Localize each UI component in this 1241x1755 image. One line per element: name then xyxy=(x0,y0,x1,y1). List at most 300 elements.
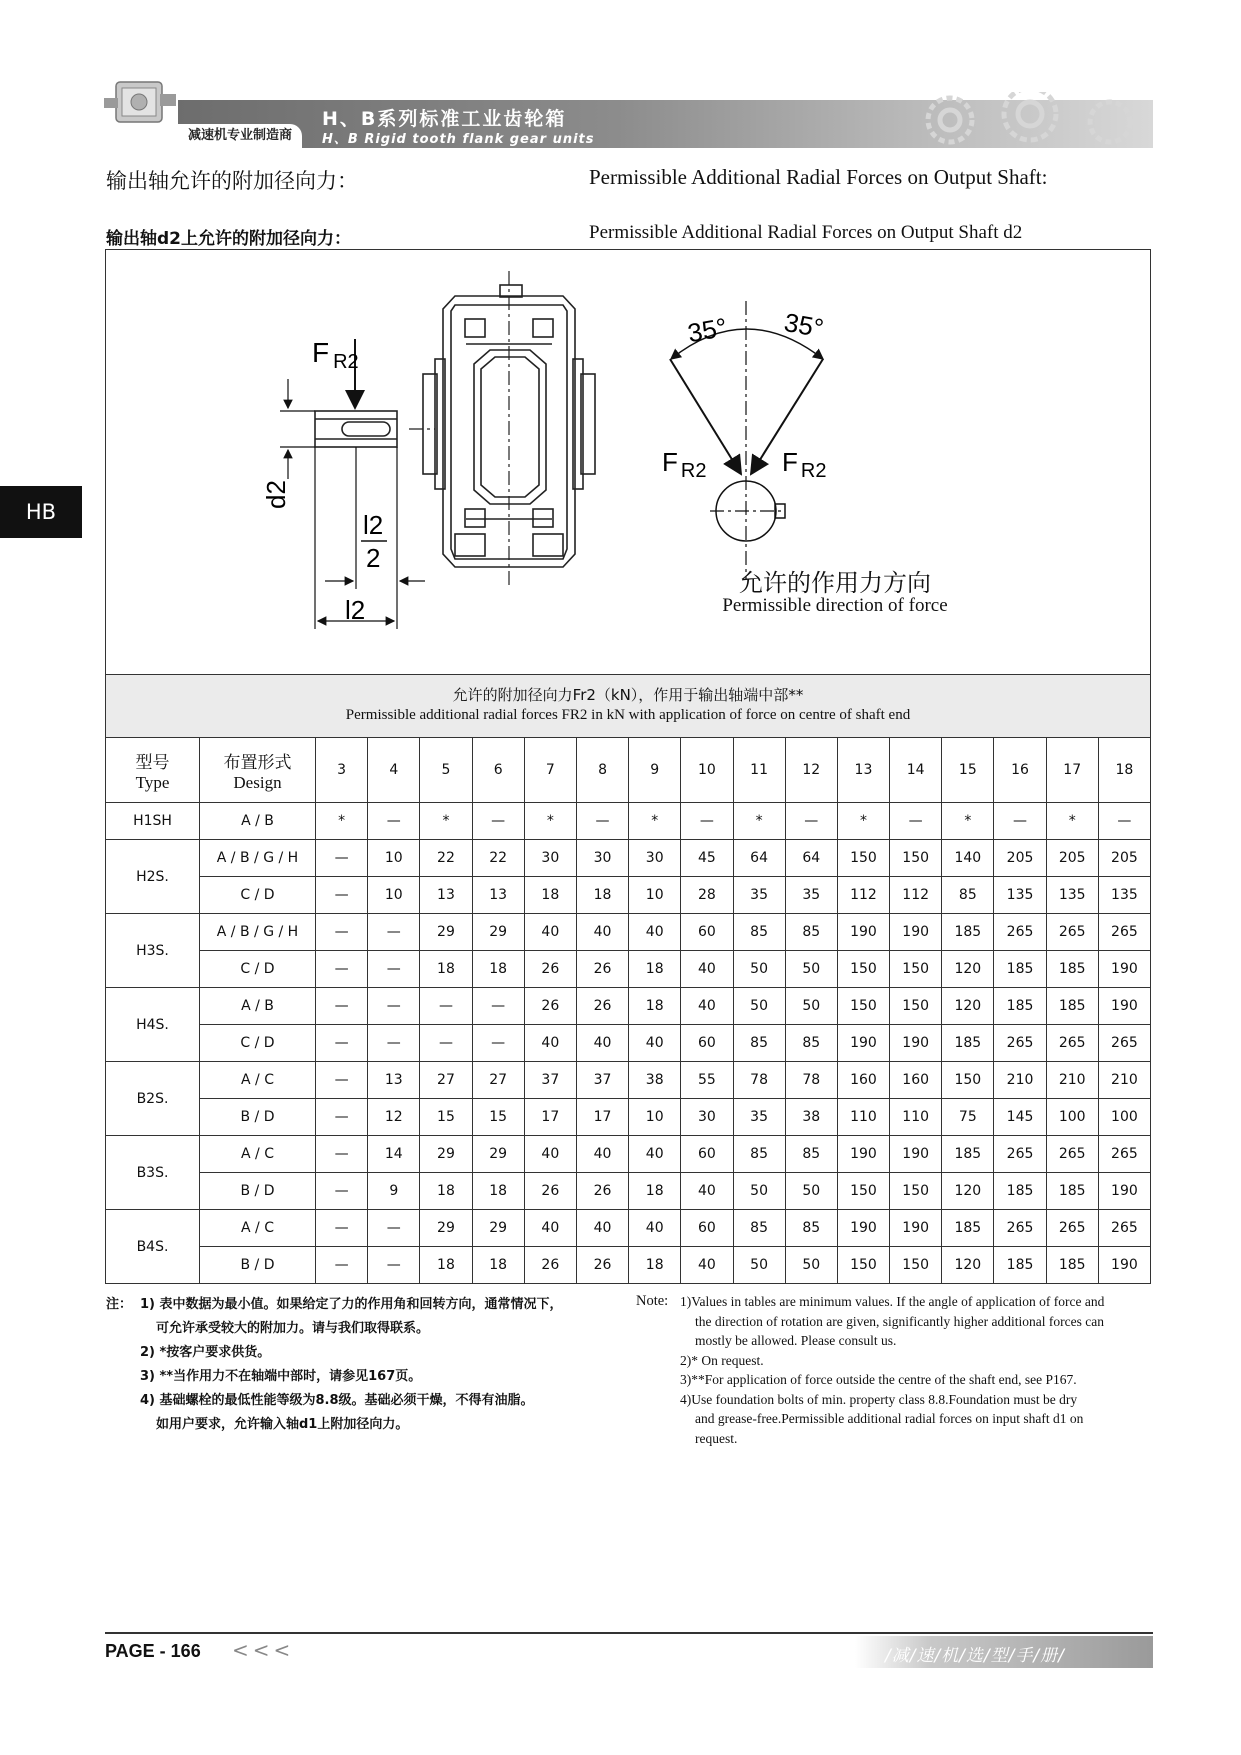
header-design: 布置形式 Design xyxy=(200,738,316,803)
value-cell: 135 xyxy=(1098,877,1150,914)
value-cell: 40 xyxy=(524,1210,576,1247)
value-cell: — xyxy=(316,1173,368,1210)
value-cell: 18 xyxy=(472,1173,524,1210)
value-cell: 190 xyxy=(837,914,889,951)
design-cell: B / D xyxy=(200,1247,316,1284)
value-cell: 40 xyxy=(576,1136,628,1173)
header-size: 16 xyxy=(994,738,1046,803)
notes-cn xyxy=(106,1293,636,1437)
value-cell: 17 xyxy=(524,1099,576,1136)
value-cell: 265 xyxy=(1098,1025,1150,1062)
value-cell: 60 xyxy=(681,914,733,951)
type-cell: H2S. xyxy=(106,840,200,914)
value-cell: — xyxy=(785,803,837,840)
value-cell: 17 xyxy=(576,1099,628,1136)
type-cell: B3S. xyxy=(106,1136,200,1210)
note-cn-line: 1) 表中数据为最小值。如果给定了力的作用角和回转方向，通常情况下， xyxy=(140,1297,563,1312)
value-cell: 40 xyxy=(524,1136,576,1173)
direction-caption-en: Permissible direction of force xyxy=(722,595,948,616)
header-size: 14 xyxy=(890,738,942,803)
value-cell: 265 xyxy=(994,1136,1046,1173)
value-cell: 35 xyxy=(733,877,785,914)
table-body xyxy=(106,803,1151,1284)
value-cell: 50 xyxy=(785,951,837,988)
table-row xyxy=(106,877,1151,914)
note-cn-line: 如用户要求，允许输入轴d1上附加径向力。 xyxy=(156,1417,409,1432)
value-cell: 190 xyxy=(1098,1173,1150,1210)
value-cell: 60 xyxy=(681,1210,733,1247)
design-cell: B / D xyxy=(200,1173,316,1210)
value-cell: 50 xyxy=(733,951,785,988)
value-cell: 140 xyxy=(942,840,994,877)
value-cell: — xyxy=(316,840,368,877)
design-cell: A / C xyxy=(200,1210,316,1247)
value-cell: 120 xyxy=(942,988,994,1025)
header-size: 15 xyxy=(942,738,994,803)
type-cell: H4S. xyxy=(106,988,200,1062)
value-cell: 190 xyxy=(890,914,942,951)
value-cell: 30 xyxy=(524,840,576,877)
design-cell: A / C xyxy=(200,1062,316,1099)
value-cell: 35 xyxy=(733,1099,785,1136)
header-size: 6 xyxy=(472,738,524,803)
value-cell: 18 xyxy=(629,988,681,1025)
value-cell: 26 xyxy=(576,1247,628,1284)
header-size: 10 xyxy=(681,738,733,803)
header-size: 8 xyxy=(576,738,628,803)
dim-l2-half-den: 2 xyxy=(366,543,381,573)
value-cell: — xyxy=(316,1210,368,1247)
design-cell: A / B / G / H xyxy=(200,914,316,951)
table-caption-en: Permissible additional radial forces FR2 in kN with application of force on centre of shaft end xyxy=(345,707,911,723)
value-cell: 14 xyxy=(368,1136,420,1173)
radial-force-table xyxy=(105,737,1151,1284)
design-cell: A / B xyxy=(200,803,316,840)
value-cell: 26 xyxy=(576,1173,628,1210)
note-cn-line: 3) **当作用力不在轴端中部时，请参见167页。 xyxy=(140,1369,422,1384)
value-cell: * xyxy=(1046,803,1098,840)
note-cn-line: 4) 基础螺栓的最低性能等级为8.8级。基础必须干燥，不得有油脂。 xyxy=(140,1393,534,1408)
value-cell: 190 xyxy=(837,1136,889,1173)
table-row xyxy=(106,988,1151,1025)
value-cell: — xyxy=(316,1099,368,1136)
value-cell: 29 xyxy=(420,1210,472,1247)
value-cell: 18 xyxy=(472,1247,524,1284)
value-cell: 150 xyxy=(837,840,889,877)
value-cell: 265 xyxy=(1098,914,1150,951)
value-cell: 150 xyxy=(837,988,889,1025)
value-cell: 40 xyxy=(681,1173,733,1210)
value-cell: 50 xyxy=(785,988,837,1025)
note-en-line: 3)**For application of force outside the centre of the shaft end, see P167. xyxy=(680,1372,1077,1387)
value-cell: 190 xyxy=(837,1210,889,1247)
value-cell: 40 xyxy=(681,988,733,1025)
value-cell: — xyxy=(368,951,420,988)
notes-cn-label: 注： xyxy=(106,1297,133,1312)
value-cell: 120 xyxy=(942,1173,994,1210)
value-cell: * xyxy=(942,803,994,840)
value-cell: 38 xyxy=(629,1062,681,1099)
value-cell: 22 xyxy=(420,840,472,877)
value-cell: 40 xyxy=(681,951,733,988)
value-cell: 26 xyxy=(524,1247,576,1284)
value-cell: 29 xyxy=(472,1210,524,1247)
value-cell: 26 xyxy=(524,1173,576,1210)
header-type: 型号 Type xyxy=(106,738,200,803)
value-cell: 40 xyxy=(576,1210,628,1247)
force-label-shaft: F $_{R2}$ xyxy=(312,337,359,373)
value-cell: 185 xyxy=(994,951,1046,988)
value-cell: — xyxy=(368,988,420,1025)
value-cell: — xyxy=(890,803,942,840)
table-row xyxy=(106,914,1151,951)
value-cell: 150 xyxy=(890,840,942,877)
header-logo-text: 减速机专业制造商 xyxy=(178,124,302,148)
value-cell: 100 xyxy=(1046,1099,1098,1136)
footer-rule xyxy=(105,1632,1153,1634)
value-cell: 26 xyxy=(524,988,576,1025)
value-cell: 185 xyxy=(1046,951,1098,988)
value-cell: 50 xyxy=(785,1247,837,1284)
value-cell: 64 xyxy=(785,840,837,877)
value-cell: 50 xyxy=(785,1173,837,1210)
angle-right: 35° xyxy=(781,307,826,344)
value-cell: * xyxy=(420,803,472,840)
value-cell: 85 xyxy=(733,1210,785,1247)
value-cell: 18 xyxy=(576,877,628,914)
value-cell: 40 xyxy=(629,1025,681,1062)
value-cell: 50 xyxy=(733,988,785,1025)
value-cell: 265 xyxy=(1098,1210,1150,1247)
value-cell: 9 xyxy=(368,1173,420,1210)
side-tab: HB xyxy=(0,486,82,538)
value-cell: 265 xyxy=(1098,1136,1150,1173)
note-cn-line: 可允许承受较大的附加力。请与我们取得联系。 xyxy=(156,1321,430,1336)
value-cell: 30 xyxy=(576,840,628,877)
value-cell: 10 xyxy=(368,840,420,877)
value-cell: * xyxy=(316,803,368,840)
heading-cn: 输出轴允许的附加径向力： xyxy=(106,169,358,193)
value-cell: 40 xyxy=(629,1136,681,1173)
footer-title: /减/速/机/选/型/手/册/ xyxy=(885,1646,1065,1666)
type-cell: H1SH xyxy=(106,803,200,840)
value-cell: 110 xyxy=(837,1099,889,1136)
value-cell: 85 xyxy=(785,1210,837,1247)
value-cell: 40 xyxy=(681,1247,733,1284)
value-cell: 160 xyxy=(890,1062,942,1099)
design-cell: A / B / G / H xyxy=(200,840,316,877)
value-cell: 185 xyxy=(942,1210,994,1247)
value-cell: 60 xyxy=(681,1025,733,1062)
header-size: 13 xyxy=(837,738,889,803)
type-cell: H3S. xyxy=(106,914,200,988)
heading-en: Permissible Additional Radial Forces on Output Shaft: xyxy=(589,165,1048,189)
value-cell: 30 xyxy=(629,840,681,877)
value-cell: 29 xyxy=(420,1136,472,1173)
output-shaft xyxy=(315,411,397,447)
value-cell: 18 xyxy=(629,1173,681,1210)
value-cell: 185 xyxy=(994,1173,1046,1210)
value-cell: 29 xyxy=(420,914,472,951)
angle-left: 35° xyxy=(685,311,730,349)
value-cell: 210 xyxy=(1098,1062,1150,1099)
header-size: 12 xyxy=(785,738,837,803)
value-cell: 45 xyxy=(681,840,733,877)
value-cell: 150 xyxy=(837,1173,889,1210)
value-cell: 185 xyxy=(942,914,994,951)
value-cell: 64 xyxy=(733,840,785,877)
value-cell: 13 xyxy=(420,877,472,914)
header-size: 18 xyxy=(1098,738,1150,803)
note-en-line: 2)* On request. xyxy=(680,1352,764,1368)
value-cell: — xyxy=(368,1210,420,1247)
note-en-line: 4)Use foundation bolts of min. property class 8.8.Foundation must be dry xyxy=(680,1391,1078,1407)
value-cell: 185 xyxy=(1046,988,1098,1025)
value-cell: 75 xyxy=(942,1099,994,1136)
value-cell: 50 xyxy=(733,1173,785,1210)
value-cell: 190 xyxy=(890,1136,942,1173)
design-cell: C / D xyxy=(200,951,316,988)
value-cell: — xyxy=(681,803,733,840)
value-cell: 110 xyxy=(890,1099,942,1136)
value-cell: 185 xyxy=(942,1025,994,1062)
value-cell: — xyxy=(994,803,1046,840)
value-cell: 112 xyxy=(837,877,889,914)
type-cell: B4S. xyxy=(106,1210,200,1284)
value-cell: — xyxy=(472,1025,524,1062)
value-cell: * xyxy=(733,803,785,840)
notes-en xyxy=(636,1292,1156,1448)
value-cell: 265 xyxy=(1046,1136,1098,1173)
value-cell: 210 xyxy=(1046,1062,1098,1099)
header-size: 7 xyxy=(524,738,576,803)
note-en-line: the direction of rotation are given, significantly higher additional forces can xyxy=(695,1313,1104,1329)
value-cell: 185 xyxy=(1046,1173,1098,1210)
header-size: 17 xyxy=(1046,738,1098,803)
value-cell: 190 xyxy=(890,1210,942,1247)
value-cell: 26 xyxy=(524,951,576,988)
value-cell: — xyxy=(316,988,368,1025)
value-cell: 30 xyxy=(681,1099,733,1136)
header-size: 4 xyxy=(368,738,420,803)
value-cell: 38 xyxy=(785,1099,837,1136)
value-cell: 112 xyxy=(890,877,942,914)
value-cell: 22 xyxy=(472,840,524,877)
value-cell: — xyxy=(472,988,524,1025)
value-cell: 15 xyxy=(420,1099,472,1136)
value-cell: 18 xyxy=(629,1247,681,1284)
value-cell: 40 xyxy=(524,914,576,951)
value-cell: 190 xyxy=(837,1025,889,1062)
value-cell: 28 xyxy=(681,877,733,914)
table-row xyxy=(106,1025,1151,1062)
value-cell: * xyxy=(524,803,576,840)
value-cell: 85 xyxy=(785,1136,837,1173)
header-size: 11 xyxy=(733,738,785,803)
value-cell: 205 xyxy=(1046,840,1098,877)
value-cell: — xyxy=(316,1025,368,1062)
value-cell: — xyxy=(316,1247,368,1284)
table-row xyxy=(106,1173,1151,1210)
table-caption-cn: 允许的附加径向力Fr2（kN），作用于输出轴端中部** xyxy=(452,686,804,704)
value-cell: — xyxy=(368,914,420,951)
value-cell: 60 xyxy=(681,1136,733,1173)
note-en-line: 1)Values in tables are minimum values. If the angle of application of force and xyxy=(680,1294,1105,1309)
value-cell: 160 xyxy=(837,1062,889,1099)
value-cell: 190 xyxy=(890,1025,942,1062)
value-cell: 12 xyxy=(368,1099,420,1136)
value-cell: 15 xyxy=(472,1099,524,1136)
value-cell: 150 xyxy=(942,1062,994,1099)
dim-d2: d2 xyxy=(261,480,291,509)
value-cell: 55 xyxy=(681,1062,733,1099)
value-cell: 265 xyxy=(1046,1025,1098,1062)
notes-en-label: Note: xyxy=(636,1293,669,1309)
value-cell: 150 xyxy=(837,1247,889,1284)
value-cell: 100 xyxy=(1098,1099,1150,1136)
value-cell: 85 xyxy=(733,1025,785,1062)
value-cell: 185 xyxy=(1046,1247,1098,1284)
value-cell: 13 xyxy=(472,877,524,914)
value-cell: 27 xyxy=(420,1062,472,1099)
table-row xyxy=(106,1062,1151,1099)
note-en-line: and grease-free.Permissible additional radial forces on input shaft d1 on xyxy=(695,1411,1084,1426)
value-cell: 13 xyxy=(368,1062,420,1099)
value-cell: * xyxy=(837,803,889,840)
value-cell: 18 xyxy=(472,951,524,988)
table-header-row xyxy=(106,738,1151,803)
design-cell: C / D xyxy=(200,1025,316,1062)
value-cell: 85 xyxy=(785,914,837,951)
value-cell: — xyxy=(316,1062,368,1099)
value-cell: 185 xyxy=(994,1247,1046,1284)
header-size: 3 xyxy=(316,738,368,803)
value-cell: — xyxy=(316,951,368,988)
value-cell: 265 xyxy=(994,914,1046,951)
type-cell: B2S. xyxy=(106,1062,200,1136)
value-cell: — xyxy=(420,988,472,1025)
subheading-en: Permissible Additional Radial Forces on Output Shaft d2 xyxy=(589,222,1023,243)
dim-l2-half-num: l2 xyxy=(363,510,384,540)
footer-arrows: <<< xyxy=(232,1638,295,1662)
value-cell: 210 xyxy=(994,1062,1046,1099)
design-cell: C / D xyxy=(200,877,316,914)
value-cell: 10 xyxy=(368,877,420,914)
note-cn-line: 2) *按客户要求供货。 xyxy=(140,1345,271,1360)
table-row xyxy=(106,1210,1151,1247)
value-cell: 40 xyxy=(629,914,681,951)
value-cell: 78 xyxy=(733,1062,785,1099)
header-size: 9 xyxy=(629,738,681,803)
value-cell: 29 xyxy=(472,914,524,951)
note-en-line: mostly be allowed. Please consult us. xyxy=(695,1333,897,1348)
table-row xyxy=(106,1247,1151,1284)
value-cell: 145 xyxy=(994,1099,1046,1136)
value-cell: 85 xyxy=(733,914,785,951)
value-cell: 150 xyxy=(890,988,942,1025)
header-title-en: H、B Rigid tooth flank gear units xyxy=(322,132,595,147)
value-cell: 135 xyxy=(1046,877,1098,914)
value-cell: — xyxy=(1098,803,1150,840)
gearbox-logo-icon xyxy=(100,76,182,148)
value-cell: 18 xyxy=(420,1247,472,1284)
design-cell: A / B xyxy=(200,988,316,1025)
value-cell: 40 xyxy=(576,1025,628,1062)
value-cell: 265 xyxy=(1046,914,1098,951)
table-row xyxy=(106,840,1151,877)
value-cell: 190 xyxy=(1098,988,1150,1025)
radial-force-diagram xyxy=(105,249,1151,674)
value-cell: 40 xyxy=(524,1025,576,1062)
value-cell: 85 xyxy=(733,1136,785,1173)
value-cell: 85 xyxy=(785,1025,837,1062)
value-cell: 265 xyxy=(1046,1210,1098,1247)
value-cell: — xyxy=(368,1025,420,1062)
value-cell: 205 xyxy=(1098,840,1150,877)
force-label-left: F $_{R2}$ xyxy=(662,447,707,482)
value-cell: 10 xyxy=(629,877,681,914)
value-cell: — xyxy=(316,914,368,951)
subheading-cn: 输出轴d2上允许的附加径向力： xyxy=(106,229,351,249)
header-size: 5 xyxy=(420,738,472,803)
value-cell: 18 xyxy=(420,951,472,988)
value-cell: 265 xyxy=(994,1210,1046,1247)
value-cell: 120 xyxy=(942,1247,994,1284)
value-cell: — xyxy=(316,1136,368,1173)
note-en-line: request. xyxy=(695,1430,738,1446)
value-cell: — xyxy=(576,803,628,840)
value-cell: 135 xyxy=(994,877,1046,914)
value-cell: 40 xyxy=(629,1210,681,1247)
value-cell: 150 xyxy=(890,1173,942,1210)
value-cell: 37 xyxy=(576,1062,628,1099)
force-label-right: F $_{R2}$ xyxy=(782,447,827,482)
header-title-cn: H、B系列标准工业齿轮箱 xyxy=(322,108,567,130)
page-number: PAGE - 166 xyxy=(105,1641,201,1661)
value-cell: 85 xyxy=(942,877,994,914)
value-cell: — xyxy=(420,1025,472,1062)
value-cell: * xyxy=(629,803,681,840)
value-cell: — xyxy=(368,1247,420,1284)
value-cell: 265 xyxy=(994,1025,1046,1062)
value-cell: 78 xyxy=(785,1062,837,1099)
direction-caption-cn: 允许的作用力方向 xyxy=(739,569,931,597)
table-caption xyxy=(105,674,1151,738)
value-cell: 50 xyxy=(733,1247,785,1284)
value-cell: 120 xyxy=(942,951,994,988)
value-cell: 29 xyxy=(472,1136,524,1173)
gears-decoration-icon xyxy=(900,92,1155,150)
table-row xyxy=(106,1099,1151,1136)
design-cell: A / C xyxy=(200,1136,316,1173)
value-cell: 185 xyxy=(942,1136,994,1173)
value-cell: 18 xyxy=(420,1173,472,1210)
value-cell: 18 xyxy=(524,877,576,914)
value-cell: 205 xyxy=(994,840,1046,877)
value-cell: 150 xyxy=(890,951,942,988)
value-cell: 150 xyxy=(890,1247,942,1284)
value-cell: — xyxy=(316,877,368,914)
value-cell: — xyxy=(368,803,420,840)
value-cell: 26 xyxy=(576,951,628,988)
value-cell: 185 xyxy=(994,988,1046,1025)
value-cell: — xyxy=(472,803,524,840)
value-cell: 27 xyxy=(472,1062,524,1099)
table-row xyxy=(106,1136,1151,1173)
value-cell: 190 xyxy=(1098,1247,1150,1284)
value-cell: 18 xyxy=(629,951,681,988)
table-row xyxy=(106,951,1151,988)
